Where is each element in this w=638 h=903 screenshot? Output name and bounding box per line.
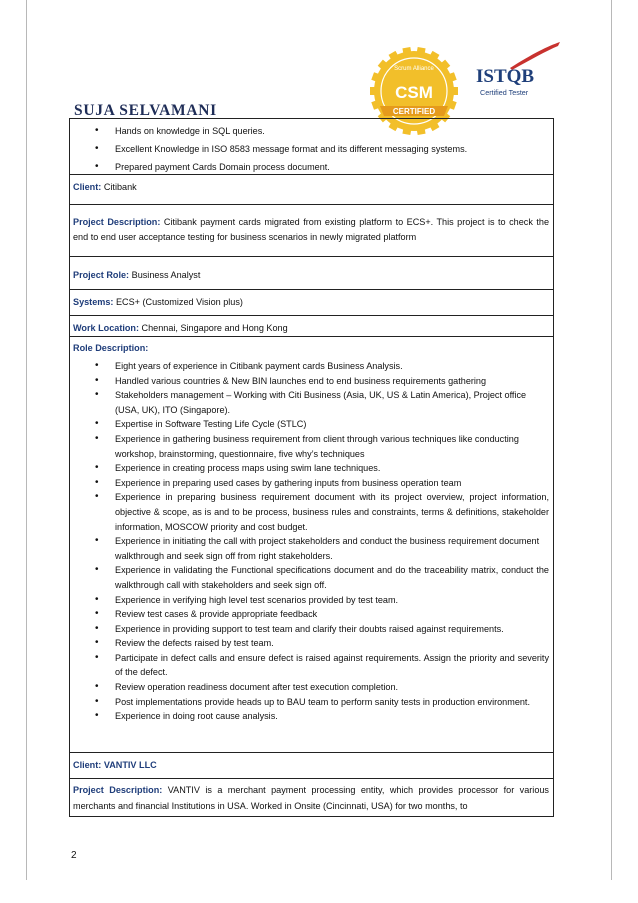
client-label: Client: xyxy=(73,182,102,192)
list-item: • Expertise in Software Testing Life Cycle (STLC) xyxy=(73,417,549,432)
list-item: • Experience in initiating the call with project stakeholders and conduct the business requirement document walkthrough and seek sign off from right stakeholders. xyxy=(73,534,549,563)
project-role-value: Business Analyst xyxy=(131,270,201,280)
intro-bullets-row xyxy=(70,118,553,174)
istqb-subtitle: Certified Tester xyxy=(480,88,529,97)
list-item: • Review operation readiness document after test execution completion. xyxy=(73,680,549,695)
client-vantiv-row xyxy=(70,752,553,778)
work-location-value: Chennai, Singapore and Hong Kong xyxy=(141,323,288,333)
page-border-left xyxy=(26,0,27,880)
list-item: • Hands on knowledge in SQL queries. xyxy=(73,122,549,140)
list-item: • Prepared payment Cards Domain process document. xyxy=(73,158,549,176)
intro-bullet-list xyxy=(73,122,549,176)
csm-top-text: Scrum Alliance xyxy=(394,66,434,72)
list-item: • Experience in gathering business requirement from client through various techniques like conducting workshop, brainstorming, questionnaire, five why’s techniques xyxy=(73,432,549,461)
project-description-value: Citibank payment cards migrated from existing platform to ECS+. This project is to check the end to end user acceptance testing for business scenarios in newly migrated platform xyxy=(73,217,549,242)
work-location-row xyxy=(70,315,553,336)
list-item: • Eight years of experience in Citibank payment cards Business Analysis. xyxy=(73,359,549,374)
page-border-right xyxy=(611,0,612,880)
candidate-name: SUJA SELVAMANI xyxy=(74,102,217,119)
project-description-label: Project Description: xyxy=(73,217,161,227)
work-location-label: Work Location: xyxy=(73,323,140,333)
project-description-row xyxy=(70,204,553,256)
client-row xyxy=(70,174,553,204)
list-item: • Participate in defect calls and ensure defect is raised against requirements. Assign the priority and severity of the defect. xyxy=(73,651,549,680)
list-item: • Stakeholders management – Working with Citi Business (Asia, UK, US & Latin America), Project office (USA, UK), ITO (Singapore). xyxy=(73,388,549,417)
page-number: 2 xyxy=(71,850,77,861)
list-item: • Post implementations provide heads up to BAU team to perform sanity tests in production environment. xyxy=(73,695,549,710)
resume-table xyxy=(69,118,554,817)
list-item: • Experience in providing support to test team and clarify their doubts raised against requirements. xyxy=(73,622,549,637)
list-item: • Experience in validating the Functional specifications document and do the traceability matrix, conduct the walkthrough call with stakeholders and seek sign off. xyxy=(73,563,549,592)
list-item: • Review the defects raised by test team. xyxy=(73,636,549,651)
list-item: • Review test cases & provide appropriate feedback xyxy=(73,607,549,622)
systems-value: ECS+ (Customized Vision plus) xyxy=(115,297,243,307)
list-item: • Experience in preparing business requirement document with its project overview, project information, objective & scope, as is and to be process, business rules and constraints, terms & definitions, stakeholder information, MOSCOW priority and cost budget. xyxy=(73,490,549,534)
client-value: Citibank xyxy=(103,182,137,192)
list-item: • Excellent Knowledge in ISO 8583 message format and its different messaging systems. xyxy=(73,140,549,158)
list-item: • Experience in doing root cause analysis. xyxy=(73,709,549,724)
vantiv-description-value: VANTIV is a merchant payment processing entity, which provides processor for various merchants and financial Institutions in USA. Worked in Onsite (Cincinnati, USA) for two months, to xyxy=(73,785,549,811)
role-description-list xyxy=(73,359,549,724)
list-item: • Experience in verifying high level test scenarios provided by test team. xyxy=(73,593,549,608)
list-item: • Handled various countries & New BIN launches end to end business requirements gathering xyxy=(73,374,549,389)
systems-row xyxy=(70,289,553,315)
csm-main-text: CSM xyxy=(395,83,433,102)
vantiv-description-row xyxy=(70,778,553,816)
csm-ribbon-text: CERTIFIED xyxy=(392,107,436,116)
project-role-row xyxy=(70,256,553,289)
list-item: • Experience in creating process maps using swim lane techniques. xyxy=(73,461,549,476)
project-role-label: Project Role: xyxy=(73,270,130,280)
client-vantiv-label: Client: VANTIV LLC xyxy=(73,760,157,770)
istqb-logo xyxy=(470,38,566,108)
list-item: • Experience in preparing used cases by gathering inputs from business operation team xyxy=(73,476,549,491)
role-description-label: Role Description: xyxy=(73,343,149,353)
systems-label: Systems: xyxy=(73,297,114,307)
role-description-row xyxy=(70,336,553,752)
vantiv-description-label: Project Description: xyxy=(73,785,163,795)
istqb-title: ISTQB xyxy=(476,66,535,87)
